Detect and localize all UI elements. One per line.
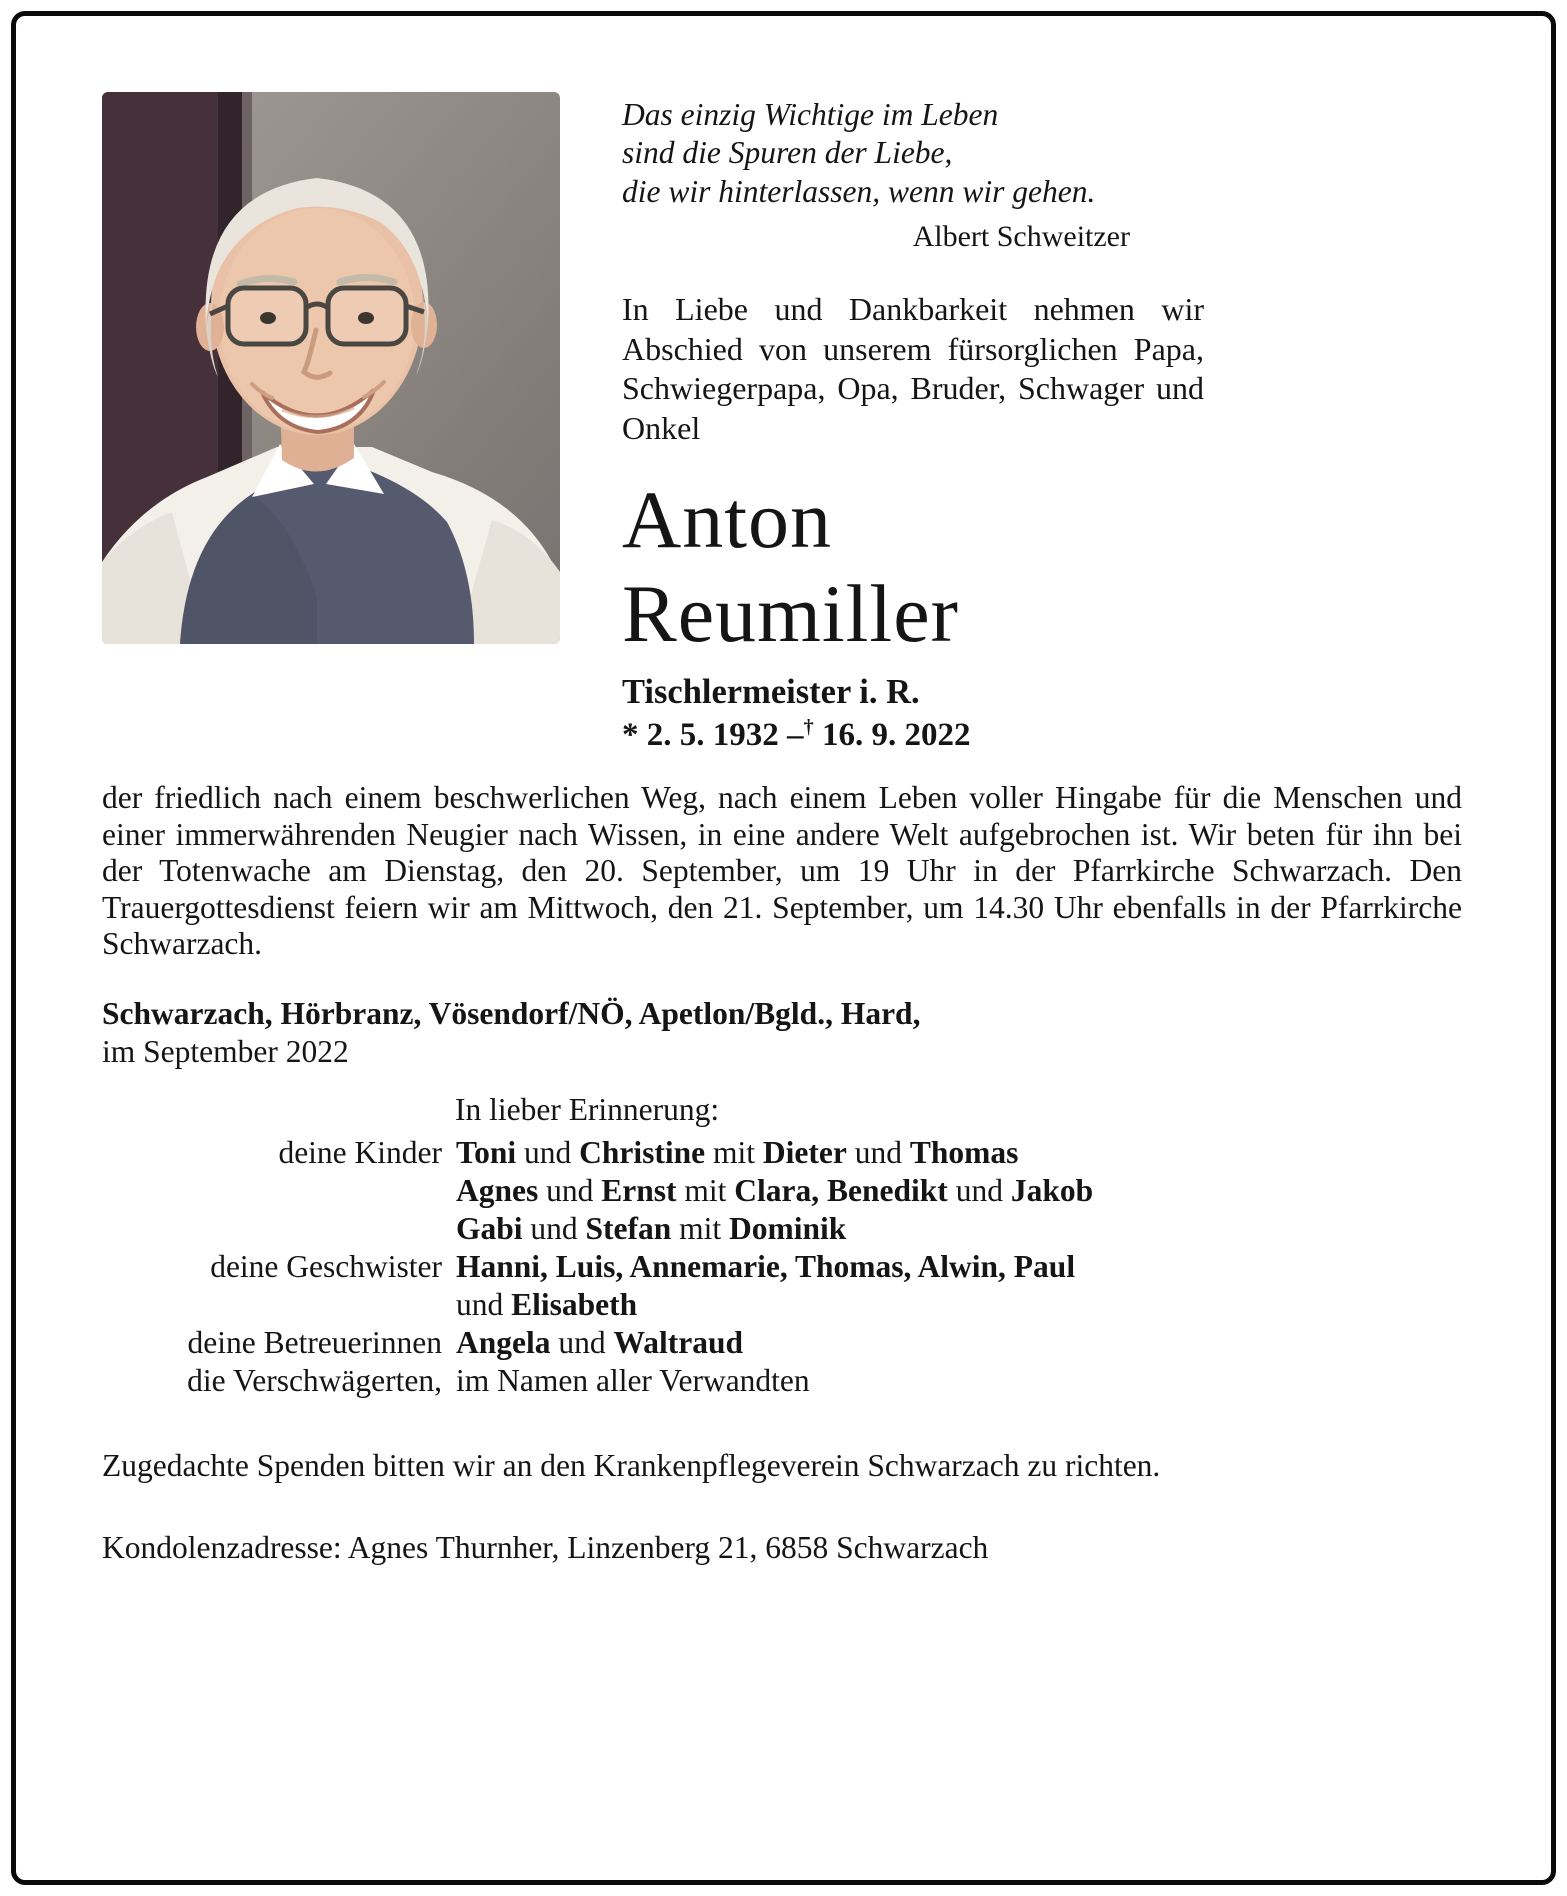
- deceased-dates: [622, 716, 1204, 754]
- portrait-photo: [102, 92, 560, 644]
- relative-names-line: Toni und Christine mit Dieter und Thomas: [456, 1134, 1019, 1170]
- remembrance-heading: In lieber Erinnerung:: [455, 1091, 720, 1127]
- relative-names-line: und Elisabeth: [456, 1287, 638, 1323]
- quote-line: Das einzig Wichtige im Leben: [622, 97, 999, 132]
- condolence-address: Kondolenzadresse: Agnes Thurnher, Linzenberg 21, 6858 Schwarzach: [102, 1529, 989, 1565]
- quote-line: sind die Spuren der Liebe,: [622, 135, 953, 171]
- relative-label: deine Geschwister: [210, 1248, 442, 1284]
- relative-names: [456, 1134, 1462, 1248]
- intro-column: [622, 92, 1204, 754]
- quote-block: [622, 96, 1204, 256]
- relative-names-line: Gabi und Stefan mit Dominik: [456, 1210, 847, 1246]
- relative-names-line: Hanni, Luis, Annemarie, Thomas, Alwin, Paul: [456, 1248, 1076, 1284]
- quote-attribution: Albert Schweitzer: [912, 220, 1130, 254]
- donation-note: Zugedachte Spenden bitten wir an den Krankenpflegeverein Schwarzach zu richten.: [102, 1448, 1161, 1484]
- cross-icon: †: [803, 716, 814, 739]
- relative-names: [456, 1324, 1462, 1362]
- places-line: Schwarzach, Hörbranz, Vösendorf/NÖ, Apetlon/Bgld., Hard,: [102, 995, 921, 1031]
- relative-label: die Verschwägerten,: [187, 1363, 442, 1399]
- relative-names-line: Agnes und Ernst mit Clara, Benedikt und Jakob: [456, 1172, 1094, 1208]
- relatives-table: [102, 1134, 1462, 1401]
- relative-names-line: im Namen aller Verwandten: [456, 1363, 810, 1399]
- top-section: [102, 92, 1462, 754]
- portrait-image: [102, 92, 560, 644]
- page-content: [102, 92, 1462, 1566]
- relative-label: deine Kinder: [278, 1134, 442, 1170]
- obituary-text: der friedlich nach einem beschwerlichen Weg, nach einem Leben voller Hingabe für die Menschen und einer immerwährenden Neugier nach Wissen, in eine andere Welt aufgebrochen ist. Wir beten für ihn bei der Totenwache am Dienstag, den 20. September, um 19 Uhr in der Pfarrkirche Schwarzach. Den Trauergottesdienst feiern wir am Mittwoch, den 21. September, um 14.30 Uhr ebenfalls in der Pfarrkirche Schwarzach.: [102, 780, 1462, 962]
- quote-lines: [622, 96, 1204, 211]
- deceased-last-name: Reumiller: [622, 567, 959, 659]
- relative-label: deine Betreuerinnen: [187, 1325, 442, 1361]
- birth-date: * 2. 5. 1932 –: [622, 717, 804, 754]
- places-block: [102, 995, 1462, 1072]
- relative-names: [456, 1362, 1462, 1400]
- intro-text: In Liebe und Dankbarkeit nehmen wir Abschied von unserem fürsorglichen Papa, Schwiegerpapa, Opa, Bruder, Schwager und Onkel: [622, 290, 1204, 446]
- deceased-first-name: Anton: [622, 473, 832, 565]
- date-line: im September 2022: [102, 1034, 349, 1070]
- relative-names-line: Angela und Waltraud: [456, 1325, 744, 1361]
- deceased-name: [622, 473, 1204, 662]
- death-date: 16. 9. 2022: [813, 717, 971, 754]
- deceased-profession: Tischlermeister i. R.: [622, 673, 920, 712]
- relative-names: [456, 1248, 1462, 1324]
- quote-line: die wir hinterlassen, wenn wir gehen.: [622, 173, 1096, 209]
